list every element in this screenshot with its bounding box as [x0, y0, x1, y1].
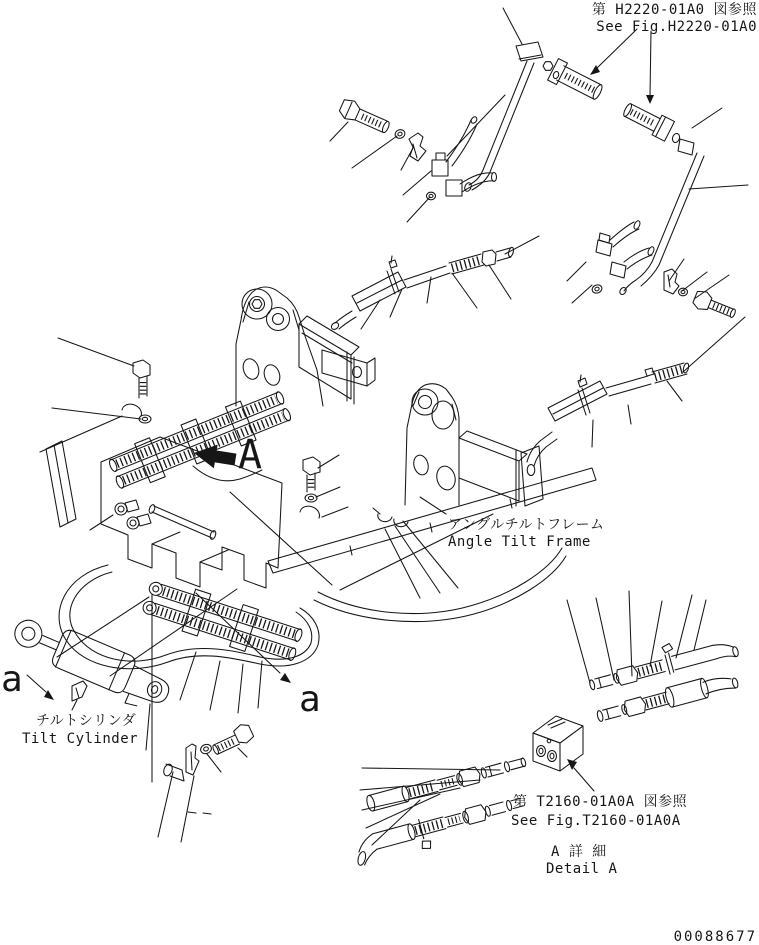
threaded-fitting-a	[548, 59, 606, 104]
section-arrow-right	[196, 593, 291, 683]
detail-hose-right-1	[585, 627, 739, 695]
reference-arrow-h2220-2	[646, 31, 654, 104]
tilt-cylinder-label-jp: チルトシリンダ	[36, 713, 137, 729]
view-a-arrow	[192, 441, 237, 471]
o-ring-and-elbow-right-top	[671, 108, 722, 155]
left-bracket-and-elbows	[46, 441, 151, 530]
detail-a-label-en: Detail A	[546, 861, 618, 877]
angle-tilt-frame-label-jp: アングルチルトフレーム	[448, 517, 605, 533]
detail-a-label-jp: A 詳 細	[551, 844, 607, 860]
elbow-bolt-cluster-right	[567, 220, 738, 322]
piping-bundle	[106, 386, 294, 495]
hydraulic-tube-center	[447, 8, 560, 192]
tilt-cylinder-label-en: Tilt Cylinder	[22, 731, 139, 747]
hose-assembly-upper	[330, 236, 539, 331]
threaded-fitting-b	[620, 99, 674, 141]
hydraulic-tube-right	[619, 153, 748, 296]
section-letter-left: a	[1, 659, 23, 700]
angle-tilt-frame-right-beam	[459, 431, 543, 506]
section-arrow-left	[27, 675, 54, 700]
section-letter-right: a	[299, 679, 321, 720]
hose-assembly-frame-right	[527, 317, 745, 466]
angle-tilt-frame-left-tower	[236, 287, 323, 406]
angle-tilt-frame-right-tower	[405, 384, 459, 505]
ref-t2160-label-jp: 第 T2160-01A0A 図参照	[513, 794, 688, 810]
detail-hose-left-2	[350, 792, 528, 867]
angle-tilt-frame-left-beam	[299, 316, 375, 404]
hose-loop	[59, 548, 566, 669]
angle-tilt-frame-label-en: Angle Tilt Frame	[448, 534, 591, 550]
bolt-washer-clamp-cluster-top-left	[330, 97, 431, 195]
washer	[394, 128, 406, 139]
ref-h2220-label-jp: 第 H2220-01A0 図参照	[591, 2, 757, 18]
ref-h2220-label-en: See Fig.H2220-01A0	[596, 19, 757, 35]
clamp-plate	[409, 133, 426, 161]
center-hose-pair	[140, 575, 305, 666]
drawing-number: 00088677	[673, 929, 757, 945]
frame-bolt-center	[300, 455, 348, 518]
spacer-bracket-washer-bolt-bottom	[158, 722, 255, 842]
frame-bolt-left	[40, 338, 151, 452]
view-a-letter: A	[238, 432, 263, 478]
reference-arrow-h2220-1	[590, 29, 637, 75]
detail-a-arrow	[567, 759, 594, 791]
ref-t2160-label-en: See Fig.T2160-01A0A	[511, 813, 681, 829]
tilt-cylinder-drawing	[6, 610, 176, 717]
